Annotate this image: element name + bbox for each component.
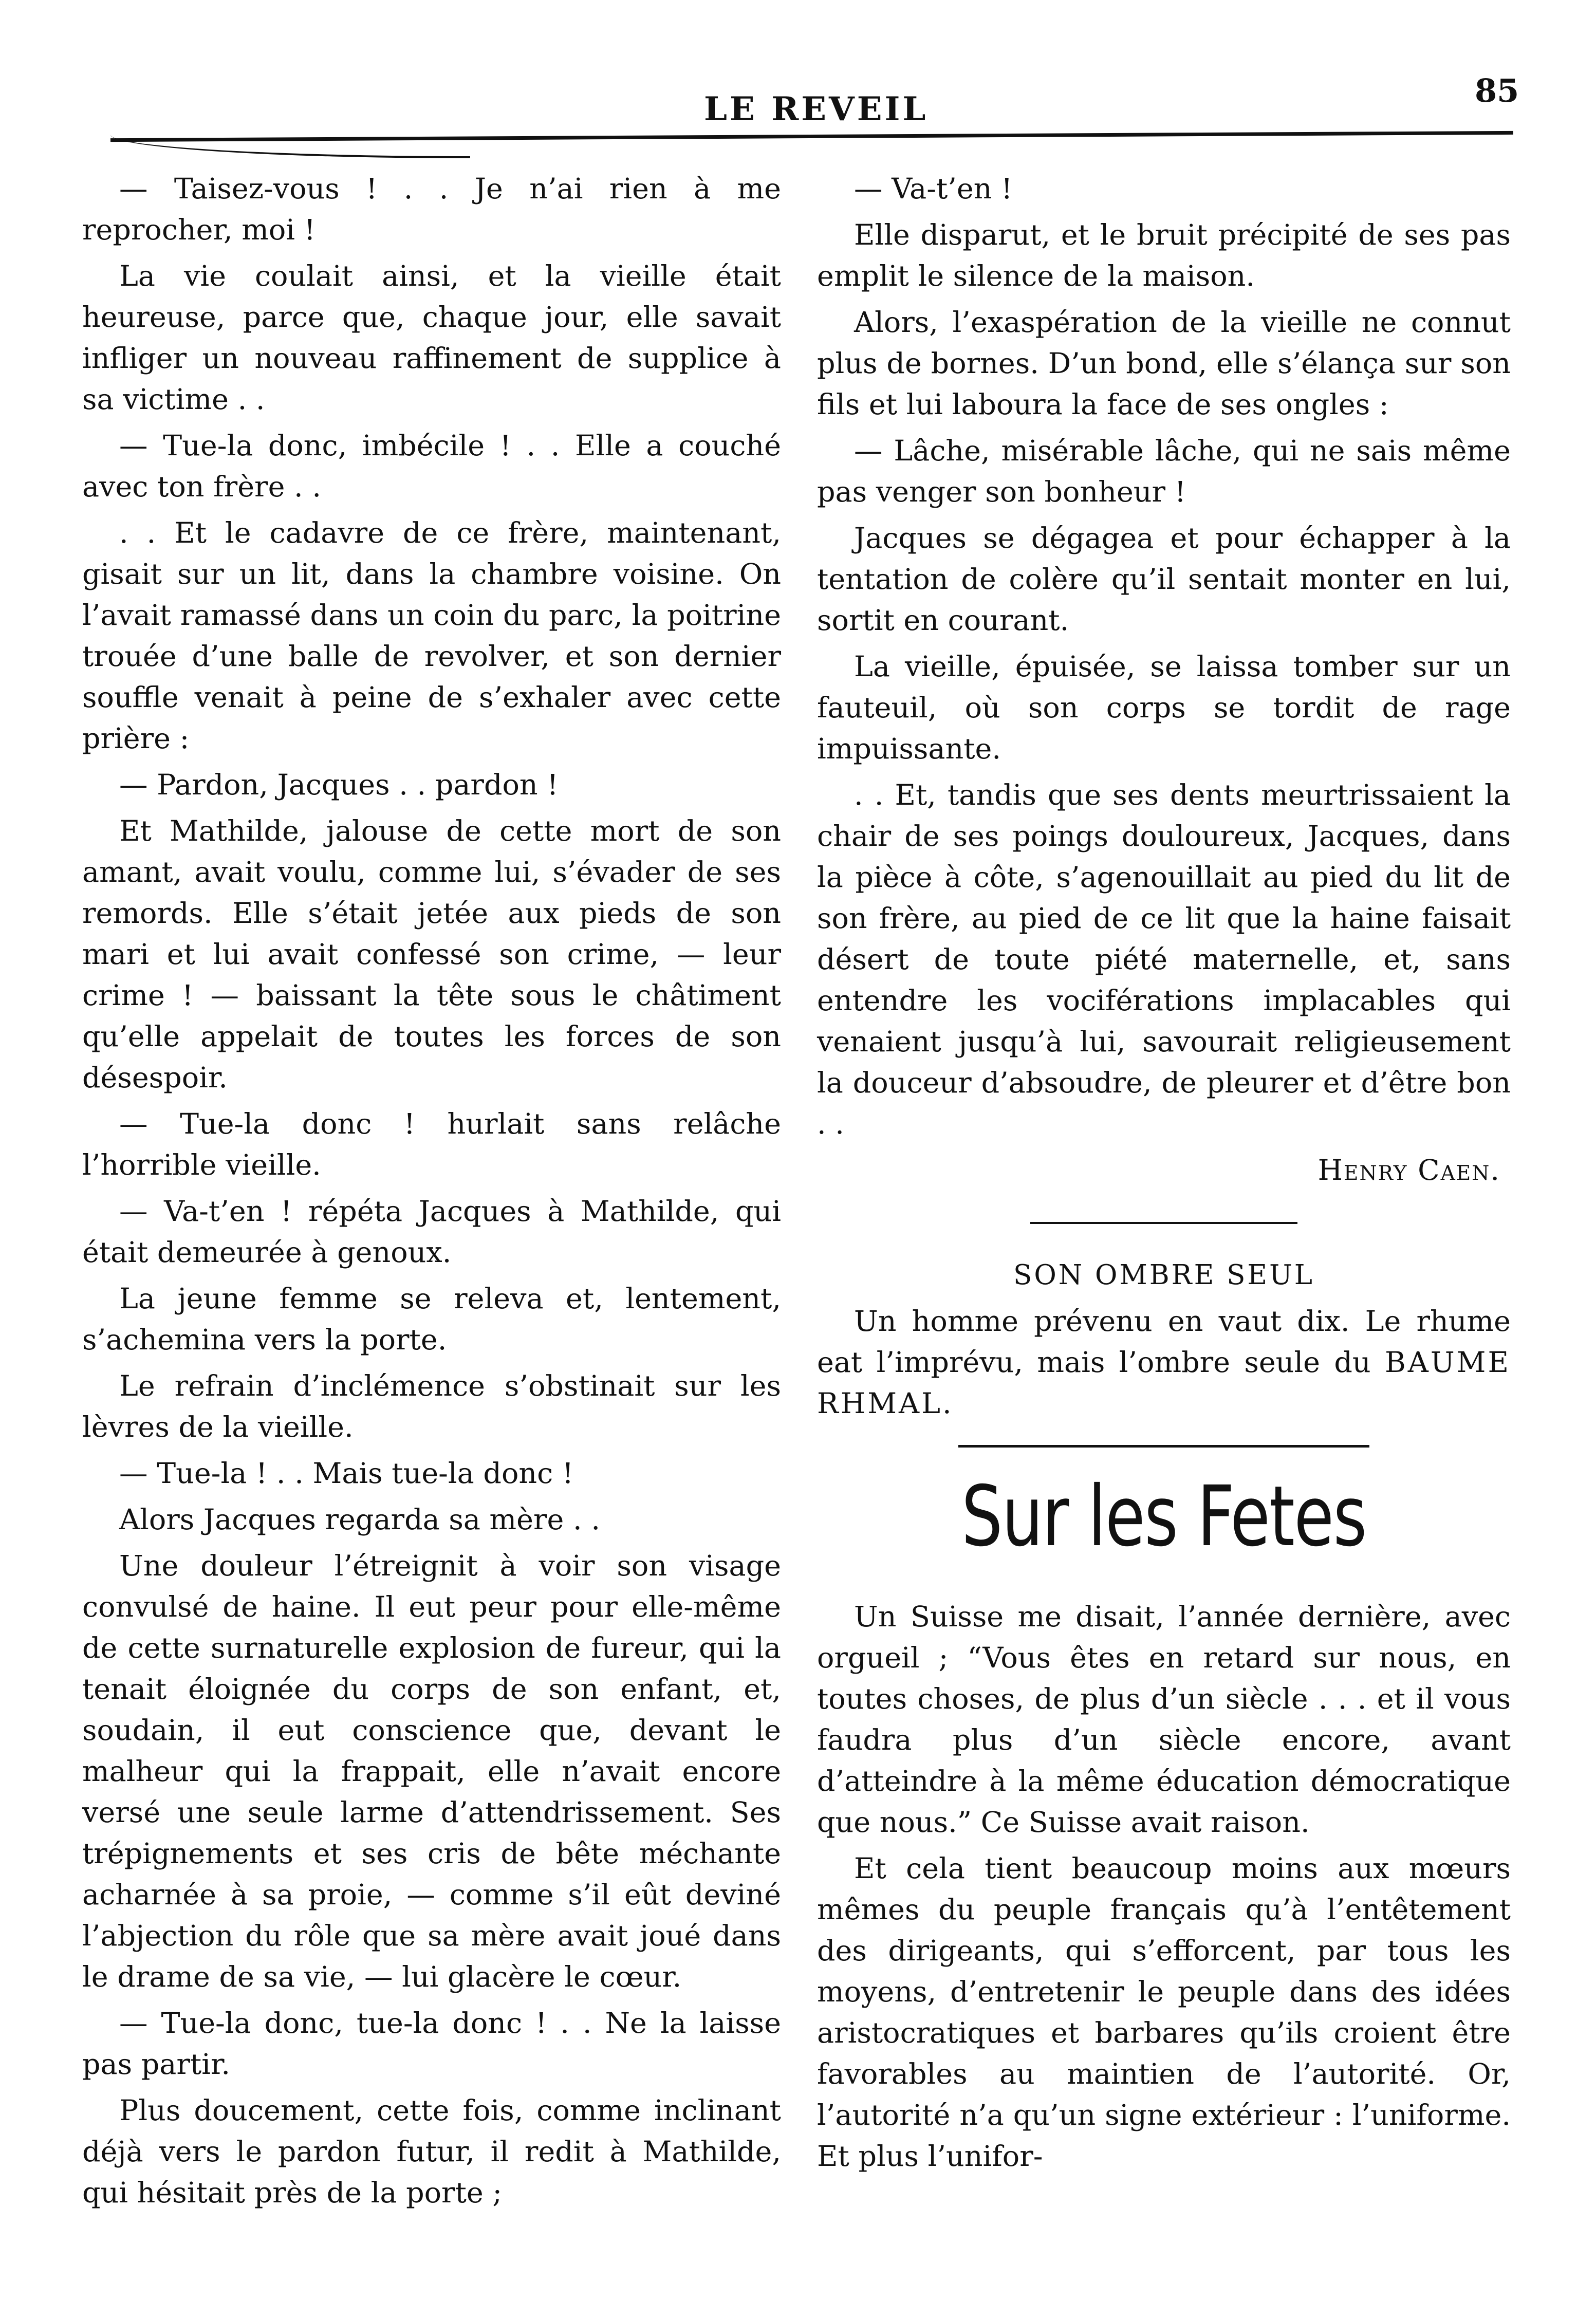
author-signature: Henry Caen. (1317, 1154, 1500, 1187)
story-paragraph: — Va-t’en ! (854, 172, 1013, 206)
page-number: 85 (1475, 72, 1519, 109)
story-paragraph: La jeune femme se releva et, lentement, s’achemina vers la porte. (82, 1282, 781, 1357)
ad-text-body: Un homme prévenu en vaut dix. Le rhume eat l’imprévu, mais l’ombre seule du (817, 1305, 1511, 1379)
story-paragraph: — Lâche, misérable lâche, qui ne sais même pas venger son bonheur ! (817, 434, 1511, 509)
story-paragraph: . . Et, tandis que ses dents meurtrissaient la chair de ses poings douloureux, Jacques, dans la pièce à côte, s’agenouillait au pied du lit de son frère, au pied de ce lit que la haine faisait désert de toute piété maternelle, et, sans entendre les vociférations implacables qui venaient jusqu’à lui, savourait religieusement la douceur d’absoudre, de pleurer et d’être bon . . (817, 778, 1511, 1141)
story-paragraph: — Tue-la donc, imbécile ! . . Elle a couché avec ton frère . . (82, 429, 781, 504)
story-paragraph: — Pardon, Jacques . . pardon ! (119, 768, 559, 802)
story-paragraph: Elle disparut, et le bruit précipité de ses pas emplit le silence de la maison. (817, 218, 1511, 293)
story-paragraph: — Taisez-vous ! . . Je n’ai rien à me reprocher, moi ! (82, 172, 781, 247)
section-divider (958, 1445, 1369, 1448)
story-paragraph: — Va-t’en ! répéta Jacques à Mathilde, qui était demeurée à genoux. (82, 1195, 781, 1269)
story-paragraph: La vie coulait ainsi, et la vieille était heureuse, parce que, chaque jour, elle savait infliger un nouveau raffinement de supplice à sa victime . . (82, 259, 781, 416)
ad-heading: SON OMBRE SEUL (1013, 1259, 1314, 1291)
article-paragraph: Et cela tient beaucoup moins aux mœurs mêmes du peuple français qu’à l’entêtement des dirigeants, qui s’efforcent, par tous les moyens, d’entretenir le peuple dans des idées aristocratiques et barbares qu’ils croient être favorables au maintien de l’autorité. Or, l’autorité n’a qu’un signe extérieur : l’uniforme. Et plus l’unifor- (817, 1852, 1511, 2173)
ad-brand: BAUME RHMAL. (817, 1346, 1511, 1420)
left-column (82, 169, 781, 2219)
story-paragraph: Une douleur l’étreignit à voir son visage convulsé de haine. Il eut peur pour elle-même de cette surnaturelle explosion de fureur, qui la tenait éloignée du corps de son enfant, et, soudain, il eut conscience que, devant le malheur qui la frappait, elle n’avait encore versé une seule larme d’attendrissement. Ses trépignements et ses cris de bête méchante acharnée à sa proie, — comme s’il eût deviné l’abjection du rôle que sa mère avait joué dans le drame de sa vie, — lui glacère le cœur. (82, 1549, 781, 1994)
story-paragraph: — Tue-la donc ! hurlait sans relâche l’horrible vieille. (82, 1107, 781, 1182)
story-paragraph: Jacques se dégagea et pour échapper à la tentation de colère qu’il sentait monter en lui, sortit en courant. (817, 522, 1511, 637)
article-paragraph: Un Suisse me disait, l’année dernière, avec orgueil ; “Vous êtes en retard sur nous, en toutes choses, de plus d’un siècle . . . et il vous faudra plus d’un siècle encore, avant d’atteindre à la même éducation démocratique que nous.” Ce Suisse avait raison. (817, 1600, 1511, 1839)
story-paragraph: La vieille, épuisée, se laissa tomber sur un fauteuil, où son corps se tordit de rage impuissante. (817, 650, 1511, 766)
story-paragraph: — Tue-la ! . . Mais tue-la donc ! (119, 1457, 574, 1490)
story-paragraph: . . Et le cadavre de ce frère, maintenant, gisait sur un lit, dans la chambre voisine. On l’avait ramassé dans un coin du parc, la poitrine trouée d’une balle de revolver, et son dernier souffle venait à peine de s’exhaler avec cette prière : (82, 516, 781, 755)
ad-text (817, 1301, 1511, 1424)
story-paragraph: Plus doucement, cette fois, comme inclinant déjà vers le pardon futur, il redit à Mathilde, qui hésitait près de la porte ; (82, 2094, 781, 2210)
story-paragraph: Alors, l’exaspération de la vieille ne connut plus de bornes. D’un bond, elle s’élança sur son fils et lui laboura la face de ses ongles : (817, 306, 1511, 421)
article-title: Sur les Fetes (961, 1469, 1366, 1565)
story-paragraph: Le refrain d’inclémence s’obstinait sur les lèvres de la vieille. (82, 1369, 781, 1444)
header-rule-curl (110, 135, 470, 158)
story-paragraph: Et Mathilde, jalouse de cette mort de son amant, avait voulu, comme lui, s’évader de ses remords. Elle s’était jetée aux pieds de son mari et lui avait confessé son crime, — leur crime ! — baissant la tête sous le châtiment qu’elle appelait de toutes les forces de son désespoir. (82, 814, 781, 1095)
story-paragraph: — Tue-la donc, tue-la donc ! . . Ne la laisse pas partir. (82, 2007, 781, 2081)
section-divider (1030, 1222, 1297, 1224)
right-column (817, 169, 1511, 2182)
story-paragraph: Alors Jacques regarda sa mère . . (119, 1503, 600, 1536)
page-title: LE REVEIL (704, 90, 929, 128)
